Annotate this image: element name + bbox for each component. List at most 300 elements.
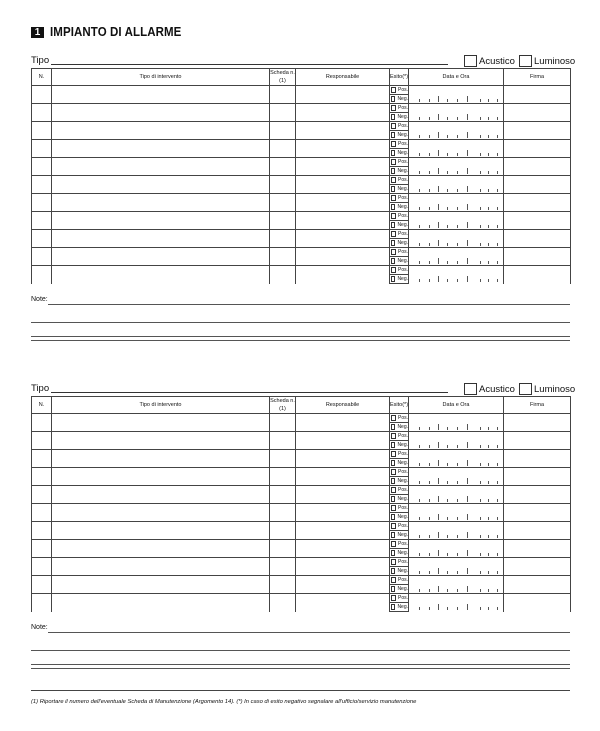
cell-signature[interactable] bbox=[504, 432, 571, 450]
table-row bbox=[32, 122, 571, 131]
pos-label: Pos. bbox=[397, 595, 408, 601]
date-time-ticks bbox=[409, 567, 503, 575]
pos-label: Pos. bbox=[397, 505, 408, 511]
cell-number[interactable] bbox=[32, 230, 52, 248]
pos-label: Pos. bbox=[397, 541, 408, 547]
neg-label: Neg. bbox=[397, 240, 408, 246]
option-luminous[interactable] bbox=[519, 383, 575, 395]
cell-date-time[interactable] bbox=[409, 432, 504, 450]
cell-responsible[interactable] bbox=[296, 140, 390, 158]
cell-date-time[interactable] bbox=[409, 248, 504, 266]
cell-card-number[interactable] bbox=[270, 414, 296, 432]
cell-intervention-type[interactable] bbox=[52, 212, 270, 230]
neg-checkbox[interactable] bbox=[391, 532, 395, 538]
cell-intervention-type[interactable] bbox=[52, 468, 270, 486]
cell-date-time[interactable] bbox=[409, 212, 504, 230]
cell-number[interactable] bbox=[32, 248, 52, 266]
cell-card-number[interactable] bbox=[270, 212, 296, 230]
cell-responsible[interactable] bbox=[296, 468, 390, 486]
cell-intervention-type[interactable] bbox=[52, 522, 270, 540]
pos-label: Pos. bbox=[397, 87, 408, 93]
cell-number[interactable] bbox=[32, 158, 52, 176]
pos-label: Pos. bbox=[397, 433, 408, 439]
cell-number[interactable] bbox=[32, 450, 52, 468]
date-time-ticks bbox=[409, 603, 503, 611]
date-time-ticks bbox=[409, 513, 503, 521]
luminous-label: Luminoso bbox=[534, 384, 576, 395]
neg-checkbox[interactable] bbox=[391, 150, 395, 156]
notes-line[interactable] bbox=[31, 668, 570, 669]
notes-line[interactable] bbox=[31, 340, 570, 341]
cell-responsible[interactable] bbox=[296, 432, 390, 450]
cell-outcome-neg bbox=[390, 585, 409, 594]
pos-checkbox[interactable] bbox=[391, 159, 396, 165]
cell-responsible[interactable] bbox=[296, 212, 390, 230]
date-time-ticks bbox=[409, 167, 503, 175]
pos-checkbox[interactable] bbox=[391, 213, 396, 219]
pos-checkbox[interactable] bbox=[391, 141, 396, 147]
luminous-checkbox[interactable] bbox=[519, 55, 532, 67]
neg-checkbox[interactable] bbox=[391, 550, 395, 556]
col-date-time: Data e Ora bbox=[409, 397, 504, 414]
cell-date-time[interactable] bbox=[409, 194, 504, 212]
tipo-input-line[interactable] bbox=[51, 64, 448, 65]
cell-number[interactable] bbox=[32, 504, 52, 522]
neg-label: Neg. bbox=[397, 258, 408, 264]
neg-checkbox[interactable] bbox=[391, 478, 395, 484]
cell-number[interactable] bbox=[32, 558, 52, 576]
cell-responsible[interactable] bbox=[296, 450, 390, 468]
cell-signature[interactable] bbox=[504, 576, 571, 594]
option-luminous[interactable] bbox=[519, 55, 575, 67]
cell-card-number[interactable] bbox=[270, 468, 296, 486]
date-time-ticks bbox=[409, 185, 503, 193]
cell-date-time[interactable] bbox=[409, 504, 504, 522]
cell-responsible[interactable] bbox=[296, 230, 390, 248]
table-row bbox=[32, 176, 571, 185]
pos-checkbox[interactable] bbox=[391, 231, 396, 237]
cell-intervention-type[interactable] bbox=[52, 540, 270, 558]
cell-responsible[interactable] bbox=[296, 266, 390, 284]
cell-signature[interactable] bbox=[504, 450, 571, 468]
cell-date-time[interactable] bbox=[409, 486, 504, 504]
tipo-input-line[interactable] bbox=[51, 392, 448, 393]
col-signature: Firma bbox=[504, 397, 571, 414]
cell-card-number[interactable] bbox=[270, 194, 296, 212]
neg-checkbox[interactable] bbox=[391, 514, 395, 520]
table-header bbox=[32, 69, 571, 86]
cell-outcome-pos bbox=[390, 194, 409, 203]
cell-card-number[interactable] bbox=[270, 558, 296, 576]
cell-intervention-type[interactable] bbox=[52, 504, 270, 522]
cell-intervention-type[interactable] bbox=[52, 230, 270, 248]
neg-checkbox[interactable] bbox=[391, 496, 395, 502]
date-time-ticks bbox=[409, 477, 503, 485]
notes-section bbox=[31, 296, 570, 342]
pos-label: Pos. bbox=[397, 159, 408, 165]
cell-number[interactable] bbox=[32, 576, 52, 594]
cell-number[interactable] bbox=[32, 122, 52, 140]
cell-date-time[interactable] bbox=[409, 176, 504, 194]
cell-date-time[interactable] bbox=[409, 122, 504, 140]
table-row bbox=[32, 450, 571, 459]
cell-intervention-type[interactable] bbox=[52, 414, 270, 432]
table-row bbox=[32, 468, 571, 477]
neg-checkbox[interactable] bbox=[391, 442, 395, 448]
cell-outcome-pos bbox=[390, 594, 409, 603]
notes-line[interactable] bbox=[31, 650, 570, 651]
cell-number[interactable] bbox=[32, 140, 52, 158]
cell-signature[interactable] bbox=[504, 414, 571, 432]
cell-date-time[interactable] bbox=[409, 86, 504, 104]
cell-signature[interactable] bbox=[504, 140, 571, 158]
cell-intervention-type[interactable] bbox=[52, 158, 270, 176]
neg-checkbox[interactable] bbox=[391, 258, 395, 264]
neg-checkbox[interactable] bbox=[391, 204, 395, 210]
neg-checkbox[interactable] bbox=[391, 168, 395, 174]
pos-checkbox[interactable] bbox=[391, 415, 396, 421]
acoustic-checkbox[interactable] bbox=[464, 383, 477, 395]
neg-label: Neg. bbox=[397, 204, 408, 210]
pos-checkbox[interactable] bbox=[391, 123, 396, 129]
cell-signature[interactable] bbox=[504, 158, 571, 176]
cell-responsible[interactable] bbox=[296, 248, 390, 266]
pos-checkbox[interactable] bbox=[391, 577, 396, 583]
notes-section bbox=[31, 624, 570, 670]
cell-number[interactable] bbox=[32, 468, 52, 486]
notes-line[interactable] bbox=[31, 664, 570, 665]
intervention-table bbox=[31, 68, 571, 284]
cell-outcome-neg bbox=[390, 275, 409, 284]
cell-number[interactable] bbox=[32, 86, 52, 104]
cell-intervention-type[interactable] bbox=[52, 594, 270, 612]
notes-line[interactable] bbox=[31, 322, 570, 323]
cell-intervention-type[interactable] bbox=[52, 248, 270, 266]
cell-outcome-pos bbox=[390, 158, 409, 167]
cell-outcome-neg bbox=[390, 603, 409, 612]
cell-number[interactable] bbox=[32, 414, 52, 432]
date-time-ticks bbox=[409, 113, 503, 121]
cell-intervention-type[interactable] bbox=[52, 432, 270, 450]
pos-label: Pos. bbox=[397, 195, 408, 201]
cell-card-number[interactable] bbox=[270, 140, 296, 158]
cell-outcome-neg bbox=[390, 239, 409, 248]
pos-checkbox[interactable] bbox=[391, 541, 396, 547]
col-number: N. bbox=[32, 69, 52, 86]
cell-outcome-neg bbox=[390, 477, 409, 486]
cell-date-time[interactable] bbox=[409, 230, 504, 248]
cell-responsible[interactable] bbox=[296, 486, 390, 504]
cell-signature[interactable] bbox=[504, 558, 571, 576]
cell-outcome-pos bbox=[390, 504, 409, 513]
cell-outcome-pos bbox=[390, 558, 409, 567]
cell-date-time[interactable] bbox=[409, 414, 504, 432]
pos-checkbox[interactable] bbox=[391, 249, 396, 255]
cell-card-number[interactable] bbox=[270, 576, 296, 594]
cell-number[interactable] bbox=[32, 432, 52, 450]
cell-number[interactable] bbox=[32, 212, 52, 230]
cell-signature[interactable] bbox=[504, 540, 571, 558]
cell-outcome-pos bbox=[390, 212, 409, 221]
neg-checkbox[interactable] bbox=[391, 568, 395, 574]
cell-date-time[interactable] bbox=[409, 266, 504, 284]
table-row bbox=[32, 86, 571, 95]
pos-label: Pos. bbox=[397, 177, 408, 183]
cell-responsible[interactable] bbox=[296, 504, 390, 522]
pos-label: Pos. bbox=[397, 469, 408, 475]
cell-outcome-pos bbox=[390, 432, 409, 441]
cell-signature[interactable] bbox=[504, 212, 571, 230]
neg-checkbox[interactable] bbox=[391, 586, 395, 592]
tipo-label: Tipo bbox=[31, 383, 50, 394]
cell-card-number[interactable] bbox=[270, 486, 296, 504]
cell-intervention-type[interactable] bbox=[52, 266, 270, 284]
pos-label: Pos. bbox=[397, 231, 408, 237]
option-acoustic[interactable] bbox=[464, 383, 515, 395]
neg-checkbox[interactable] bbox=[391, 114, 395, 120]
neg-label: Neg. bbox=[397, 496, 408, 502]
date-time-ticks bbox=[409, 275, 503, 283]
pos-checkbox[interactable] bbox=[391, 595, 396, 601]
pos-label: Pos. bbox=[397, 213, 408, 219]
cell-outcome-neg bbox=[390, 531, 409, 540]
cell-number[interactable] bbox=[32, 176, 52, 194]
col-card-number: Scheda n.(1) bbox=[270, 70, 295, 84]
neg-checkbox[interactable] bbox=[391, 276, 395, 282]
cell-signature[interactable] bbox=[504, 504, 571, 522]
cell-number[interactable] bbox=[32, 522, 52, 540]
table-row bbox=[32, 576, 571, 585]
col-responsible: Responsabile bbox=[296, 397, 390, 414]
acoustic-checkbox[interactable] bbox=[464, 55, 477, 67]
pos-checkbox[interactable] bbox=[391, 433, 396, 439]
cell-intervention-type[interactable] bbox=[52, 140, 270, 158]
cell-card-number[interactable] bbox=[270, 540, 296, 558]
cell-number[interactable] bbox=[32, 540, 52, 558]
cell-card-number[interactable] bbox=[270, 432, 296, 450]
cell-outcome-neg bbox=[390, 185, 409, 194]
date-time-ticks bbox=[409, 459, 503, 467]
table-row bbox=[32, 248, 571, 257]
notes-line[interactable] bbox=[48, 632, 570, 633]
date-time-ticks bbox=[409, 531, 503, 539]
pos-label: Pos. bbox=[397, 249, 408, 255]
pos-checkbox[interactable] bbox=[391, 195, 396, 201]
cell-intervention-type[interactable] bbox=[52, 558, 270, 576]
cell-intervention-type[interactable] bbox=[52, 176, 270, 194]
cell-outcome-pos bbox=[390, 122, 409, 131]
neg-checkbox[interactable] bbox=[391, 604, 395, 610]
table-row bbox=[32, 104, 571, 113]
cell-intervention-type[interactable] bbox=[52, 450, 270, 468]
cell-number[interactable] bbox=[32, 194, 52, 212]
cell-responsible[interactable] bbox=[296, 158, 390, 176]
cell-card-number[interactable] bbox=[270, 86, 296, 104]
cell-responsible[interactable] bbox=[296, 104, 390, 122]
cell-card-number[interactable] bbox=[270, 230, 296, 248]
cell-intervention-type[interactable] bbox=[52, 486, 270, 504]
cell-date-time[interactable] bbox=[409, 540, 504, 558]
cell-card-number[interactable] bbox=[270, 522, 296, 540]
cell-responsible[interactable] bbox=[296, 522, 390, 540]
cell-signature[interactable] bbox=[504, 86, 571, 104]
pos-label: Pos. bbox=[397, 123, 408, 129]
pos-checkbox[interactable] bbox=[391, 451, 396, 457]
table-row bbox=[32, 504, 571, 513]
neg-checkbox[interactable] bbox=[391, 460, 395, 466]
luminous-label: Luminoso bbox=[534, 56, 576, 67]
tipo-row bbox=[31, 51, 576, 67]
col-card-number: Scheda n.(1) bbox=[270, 398, 295, 412]
cell-signature[interactable] bbox=[504, 594, 571, 612]
cell-outcome-pos bbox=[390, 468, 409, 477]
cell-intervention-type[interactable] bbox=[52, 86, 270, 104]
cell-intervention-type[interactable] bbox=[52, 122, 270, 140]
pos-checkbox[interactable] bbox=[391, 559, 396, 565]
cell-date-time[interactable] bbox=[409, 594, 504, 612]
cell-card-number[interactable] bbox=[270, 594, 296, 612]
cell-date-time[interactable] bbox=[409, 158, 504, 176]
footnote-text: (1) Riportare il numero dell'eventuale Scheda di Manutenzione (Argomento 14). (*) In caso di esito negativo segnalare all'ufficio/servizio manutenzione bbox=[31, 699, 417, 705]
notes-label: Note: bbox=[31, 624, 48, 631]
cell-responsible[interactable] bbox=[296, 540, 390, 558]
luminous-checkbox[interactable] bbox=[519, 383, 532, 395]
col-date-time: Data e Ora bbox=[409, 69, 504, 86]
cell-card-number[interactable] bbox=[270, 176, 296, 194]
cell-date-time[interactable] bbox=[409, 576, 504, 594]
cell-date-time[interactable] bbox=[409, 558, 504, 576]
cell-date-time[interactable] bbox=[409, 104, 504, 122]
cell-card-number[interactable] bbox=[270, 504, 296, 522]
cell-outcome-neg bbox=[390, 131, 409, 140]
cell-card-number[interactable] bbox=[270, 104, 296, 122]
cell-number[interactable] bbox=[32, 594, 52, 612]
register-block-1 bbox=[31, 51, 576, 342]
notes-line[interactable] bbox=[31, 336, 570, 337]
cell-responsible[interactable] bbox=[296, 194, 390, 212]
option-acoustic[interactable] bbox=[464, 55, 515, 67]
cell-responsible[interactable] bbox=[296, 176, 390, 194]
cell-date-time[interactable] bbox=[409, 450, 504, 468]
cell-outcome-neg bbox=[390, 221, 409, 230]
pos-checkbox[interactable] bbox=[391, 105, 396, 111]
cell-outcome-pos bbox=[390, 248, 409, 257]
cell-responsible[interactable] bbox=[296, 576, 390, 594]
pos-checkbox[interactable] bbox=[391, 505, 396, 511]
cell-intervention-type[interactable] bbox=[52, 104, 270, 122]
cell-outcome-neg bbox=[390, 167, 409, 176]
section-title: IMPIANTO DI ALLARME bbox=[50, 25, 182, 39]
acoustic-label: Acustico bbox=[479, 384, 515, 395]
neg-label: Neg. bbox=[397, 222, 408, 228]
cell-responsible[interactable] bbox=[296, 122, 390, 140]
neg-checkbox[interactable] bbox=[391, 186, 395, 192]
notes-label: Note: bbox=[31, 296, 48, 303]
table-row bbox=[32, 486, 571, 495]
cell-outcome-neg bbox=[390, 549, 409, 558]
cell-outcome-neg bbox=[390, 567, 409, 576]
table-row bbox=[32, 432, 571, 441]
cell-responsible[interactable] bbox=[296, 414, 390, 432]
table-row bbox=[32, 540, 571, 549]
cell-date-time[interactable] bbox=[409, 468, 504, 486]
pos-label: Pos. bbox=[397, 415, 408, 421]
cell-card-number[interactable] bbox=[270, 248, 296, 266]
table-row bbox=[32, 266, 571, 275]
cell-card-number[interactable] bbox=[270, 266, 296, 284]
date-time-ticks bbox=[409, 221, 503, 229]
pos-checkbox[interactable] bbox=[391, 267, 396, 273]
neg-checkbox[interactable] bbox=[391, 132, 395, 138]
neg-checkbox[interactable] bbox=[391, 222, 395, 228]
cell-signature[interactable] bbox=[504, 230, 571, 248]
cell-signature[interactable] bbox=[504, 194, 571, 212]
cell-signature[interactable] bbox=[504, 486, 571, 504]
pos-label: Pos. bbox=[397, 487, 408, 493]
cell-responsible[interactable] bbox=[296, 594, 390, 612]
cell-signature[interactable] bbox=[504, 104, 571, 122]
cell-date-time[interactable] bbox=[409, 522, 504, 540]
cell-outcome-pos bbox=[390, 140, 409, 149]
pos-checkbox[interactable] bbox=[391, 523, 396, 529]
pos-checkbox[interactable] bbox=[391, 487, 396, 493]
cell-signature[interactable] bbox=[504, 176, 571, 194]
cell-date-time[interactable] bbox=[409, 140, 504, 158]
neg-checkbox[interactable] bbox=[391, 424, 395, 430]
cell-signature[interactable] bbox=[504, 122, 571, 140]
pos-checkbox[interactable] bbox=[391, 469, 396, 475]
date-time-ticks bbox=[409, 441, 503, 449]
date-time-ticks bbox=[409, 95, 503, 103]
cell-outcome-neg bbox=[390, 459, 409, 468]
cell-number[interactable] bbox=[32, 486, 52, 504]
cell-number[interactable] bbox=[32, 266, 52, 284]
pos-checkbox[interactable] bbox=[391, 177, 396, 183]
notes-line[interactable] bbox=[48, 304, 570, 305]
neg-checkbox[interactable] bbox=[391, 96, 395, 102]
cell-number[interactable] bbox=[32, 104, 52, 122]
cell-intervention-type[interactable] bbox=[52, 194, 270, 212]
cell-card-number[interactable] bbox=[270, 122, 296, 140]
cell-card-number[interactable] bbox=[270, 158, 296, 176]
tipo-row bbox=[31, 379, 576, 395]
neg-label: Neg. bbox=[397, 478, 408, 484]
cell-signature[interactable] bbox=[504, 266, 571, 284]
cell-outcome-neg bbox=[390, 95, 409, 104]
cell-signature[interactable] bbox=[504, 522, 571, 540]
neg-label: Neg. bbox=[397, 276, 408, 282]
cell-signature[interactable] bbox=[504, 248, 571, 266]
cell-signature[interactable] bbox=[504, 468, 571, 486]
cell-outcome-neg bbox=[390, 513, 409, 522]
pos-checkbox[interactable] bbox=[391, 87, 396, 93]
cell-card-number[interactable] bbox=[270, 450, 296, 468]
cell-responsible[interactable] bbox=[296, 558, 390, 576]
cell-responsible[interactable] bbox=[296, 86, 390, 104]
cell-outcome-pos bbox=[390, 486, 409, 495]
neg-label: Neg. bbox=[397, 168, 408, 174]
neg-label: Neg. bbox=[397, 586, 408, 592]
table-row bbox=[32, 594, 571, 603]
intervention-table bbox=[31, 396, 571, 612]
neg-checkbox[interactable] bbox=[391, 240, 395, 246]
neg-label: Neg. bbox=[397, 186, 408, 192]
date-time-ticks bbox=[409, 131, 503, 139]
table-row bbox=[32, 558, 571, 567]
cell-outcome-neg bbox=[390, 423, 409, 432]
cell-outcome-neg bbox=[390, 203, 409, 212]
cell-intervention-type[interactable] bbox=[52, 576, 270, 594]
